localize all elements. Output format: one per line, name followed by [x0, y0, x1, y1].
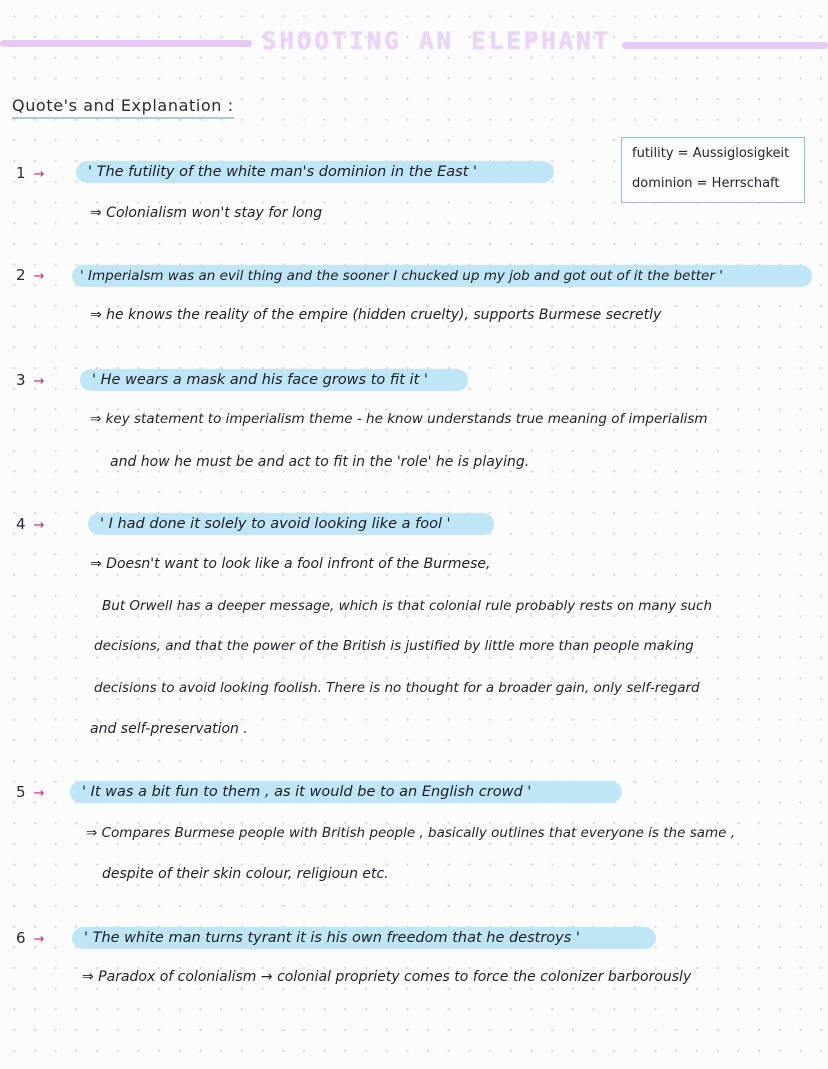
title-band-right [622, 42, 828, 49]
arrow-right-icon: → [33, 932, 45, 947]
quote-number-4 [16, 515, 44, 533]
vocabulary-box [621, 137, 805, 203]
quote-number-1 [16, 164, 44, 182]
arrow-right-icon: → [33, 374, 45, 389]
explanation-line: ⇒ Paradox of colonialism → colonial propriety comes to force the colonizer barborously [82, 969, 692, 985]
explanation-line: ⇒ Colonialism won't stay for long [90, 205, 323, 221]
vocab-dominion: dominion = Herrschaft [632, 176, 780, 191]
quote-highlight-4: ' I had done it solely to avoid looking like a fool ' [88, 513, 494, 535]
quote-number-label: 6 [16, 929, 26, 947]
title-band-left [0, 40, 252, 47]
quote-highlight-2: ' Imperialsm was an evil thing and the sooner I chucked up my job and got out of it the better ' [72, 265, 812, 287]
explanation-line: But Orwell has a deeper message, which is that colonial rule probably rests on many such [102, 598, 713, 614]
explanation-line: ⇒ he knows the reality of the empire (hidden cruelty), supports Burmese secretly [90, 307, 662, 323]
quote-number-6 [16, 929, 44, 947]
page-title: SHOOTING AN ELEPHANT [262, 27, 611, 55]
section-heading: Quote's and Explanation : [12, 96, 234, 119]
quote-number-label: 4 [16, 515, 26, 533]
quote-highlight-1: ' The futility of the white man's dominion in the East ' [76, 161, 554, 183]
quote-highlight-6: ' The white man turns tyrant it is his own freedom that he destroys ' [72, 927, 656, 949]
quote-number-3 [16, 371, 44, 389]
arrow-right-icon: → [33, 786, 45, 801]
quote-number-label: 3 [16, 371, 26, 389]
quote-number-label: 5 [16, 783, 26, 801]
explanation-line: and self-preservation . [90, 721, 248, 737]
quote-number-label: 2 [16, 266, 26, 284]
explanation-line: despite of their skin colour, religioun etc. [102, 866, 389, 882]
explanation-line: ⇒ Doesn't want to look like a fool infront of the Burmese, [90, 556, 491, 572]
arrow-right-icon: → [33, 167, 45, 182]
vocab-futility: futility = Aussiglosigkeit [632, 146, 790, 161]
quote-number-label: 1 [16, 164, 26, 182]
quote-number-2 [16, 266, 44, 284]
explanation-line: decisions, and that the power of the British is justified by little more than people making [94, 638, 694, 654]
quote-highlight-5: ' It was a bit fun to them , as it would be to an English crowd ' [70, 781, 622, 803]
explanation-line: decisions to avoid looking foolish. There is no thought for a broader gain, only self-regard [94, 680, 700, 696]
explanation-line: ⇒ key statement to imperialism theme - he know understands true meaning of imperialism [90, 411, 708, 427]
quote-number-5 [16, 783, 44, 801]
arrow-right-icon: → [33, 269, 45, 284]
explanation-line: ⇒ Compares Burmese people with British people , basically outlines that everyone is the same , [86, 825, 736, 841]
quote-highlight-3: ' He wears a mask and his face grows to fit it ' [80, 369, 468, 391]
explanation-line: and how he must be and act to fit in the 'role' he is playing. [110, 454, 530, 470]
arrow-right-icon: → [33, 518, 45, 533]
